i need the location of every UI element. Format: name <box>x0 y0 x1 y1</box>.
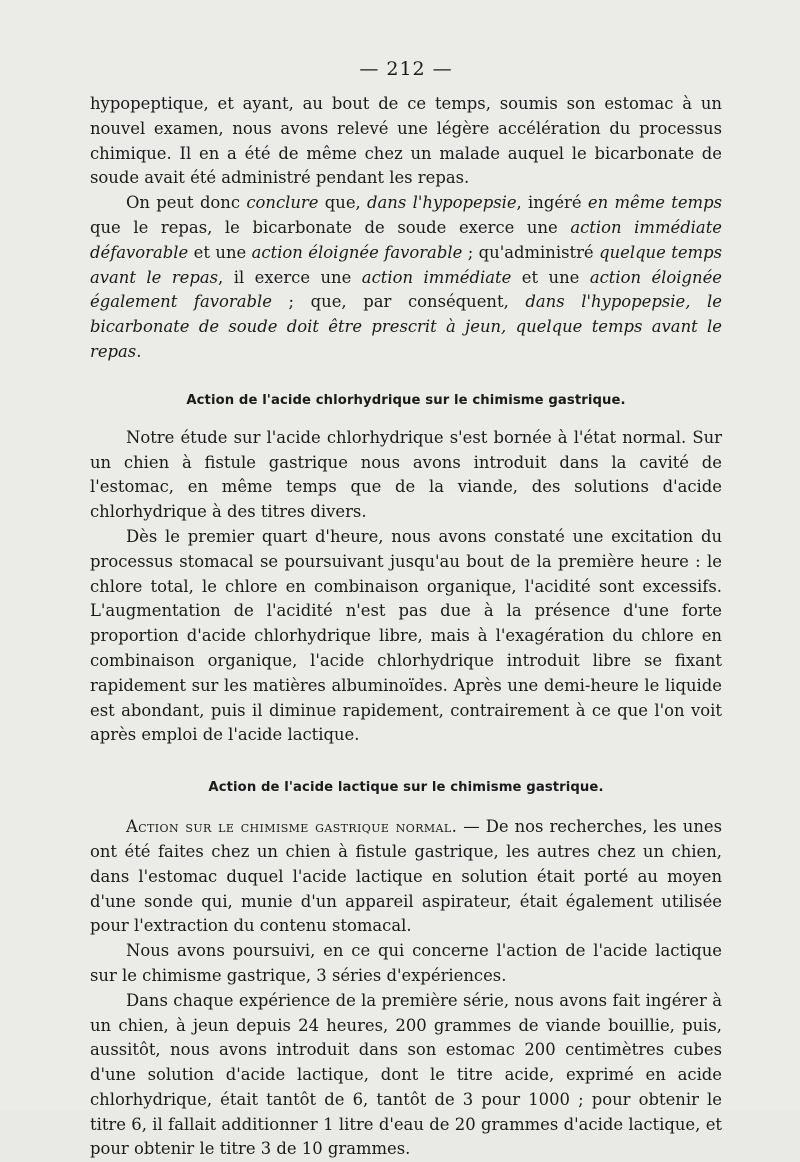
paragraph-hcl-results: Dès le premier quart d'heure, nous avons constaté une excitation du processus stomacal se poursuivant jusqu'au bout de la première heure : le chlore total, le chlore en combinaison organique, l'acidité sont excessifs. L'augmentation de l'acidité n'est pas due à la présence d'une forte proportion d'acide chlorhydrique libre, mais à l'exagération du chlore en combinaison organique, l'acide chlorhydrique introduit libre se fixant rapidement sur les matières albuminoïdes. Après une demi-heure le liquide est abondant, puis il diminue rapidement, contrairement à ce que l'on voit après emploi de l'acide lactique. <box>90 526 722 745</box>
paragraph-lactic-normal: Action sur le chimisme gastrique normal. — De nos recherches, les unes ont été faites chez un chien à fistule gastrique, les autres chez un chien, dans l'estomac duquel l'acide lactique en solution était porté au moyen d'une sonde qui, munie d'un appareil aspirateur, était également utilisée pour l'extraction du contenu stomacal. <box>90 817 722 936</box>
paragraph-hcl-study: Notre étude sur l'acide chlorhydrique s'est bornée à l'état normal. Sur un chien à fistule gastrique nous avons introduit dans la cavité de l'estomac, en même temps que de la viande, des solutions d'acide chlorhydrique à des titres divers. <box>90 427 722 522</box>
paragraph-lactic-first-series: Dans chaque expérience de la première série, nous avons fait ingérer à un chien, à jeun depuis 24 heures, 200 grammes de viande bouillie, puis, aussitôt, nous avons introduit dans son estomac 200 centimètres cubes d'une solution d'acide lactique, dont le titre acide, exprimé en acide chlorhydrique, était tantôt de 6, tantôt de 3 pour 1000 ; pour obtenir le titre 6, il fallait additionner 1 litre d'eau de 20 grammes d'acide lactique, et pour obtenir le titre 3 de 10 grammes. <box>90 990 722 1159</box>
page-number: — 212 — <box>359 58 453 80</box>
section-heading-lactic: Action de l'acide lactique sur le chimisme gastrique. <box>208 780 604 796</box>
subsection-label: Action sur le chimisme gastrique normal. <box>126 817 458 837</box>
paragraph-lactic-series: Nous avons poursuivi, en ce qui concerne l'action de l'acide lactique sur le chimisme gastrique, 3 séries d'expériences. <box>90 941 722 985</box>
section-heading-hcl: Action de l'acide chlorhydrique sur le chimisme gastrique. <box>186 392 626 408</box>
paragraph-conclusion: On peut donc conclure que, dans l'hypopepsie, ingéré en même temps que le repas, le bicarbonate de soude exerce une action immédiate défavorable et une action éloignée favorable ; qu'administré quelque temps avant le repas, il exerce une action immédiate et une action éloignée également favorable ; que, par conséquent, dans l'hypopepsie, le bicarbonate de soude doit être prescrit à jeun, quelque temps avant le repas. <box>90 193 722 361</box>
paragraph-1: hypopeptique, et ayant, au bout de ce temps, soumis son estomac à un nouvel examen, nous avons relevé une légère accélération du processus chimique. Il en a été de même chez un malade auquel le bicarbonate de soude avait été administré pendant les repas. <box>90 94 722 188</box>
